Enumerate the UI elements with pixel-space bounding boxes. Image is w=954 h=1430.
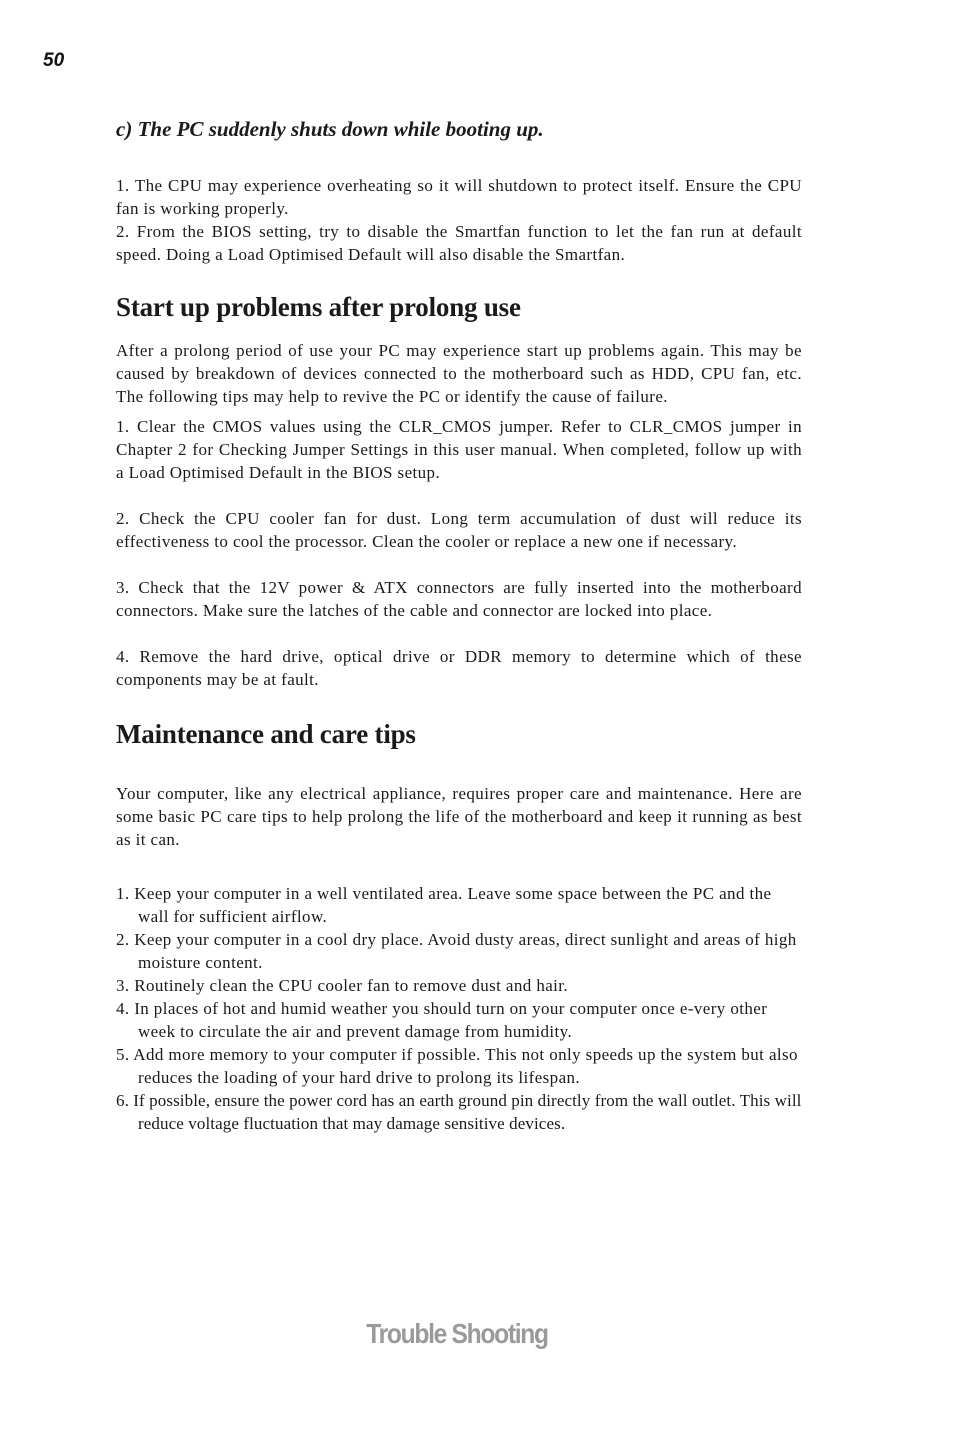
section-c-heading: c) The PC suddenly shuts down while booting up.	[116, 117, 544, 141]
startup-intro: After a prolong period of use your PC may experience start up problems again. This may be caused by breakdown of devices connected to the motherboard such as HDD, CPU fan, etc. The following tips may help to revive the PC or identify the cause of failure.	[116, 341, 802, 406]
page-content	[116, 114, 802, 1135]
maintenance-intro: Your computer, like any electrical appliance, requires proper care and maintenance. Here are some basic PC care tips to help prolong the life of the motherboard and keep it running as best as it can.	[116, 784, 802, 849]
list-item: 1. Keep your computer in a well ventilated area. Leave some space between the PC and the wall for sufficient airflow.	[116, 884, 772, 926]
startup-tip-3: 3. Check that the 12V power & ATX connectors are fully inserted into the motherboard connectors. Make sure the latches of the cable and connector are locked into place.	[116, 578, 802, 620]
startup-tip-4: 4. Remove the hard drive, optical drive or DDR memory to determine which of these components may be at fault.	[116, 647, 802, 689]
list-item: 3. Routinely clean the CPU cooler fan to remove dust and hair.	[116, 976, 569, 995]
list-item: 4. In places of hot and humid weather you should turn on your computer once e-very other week to circulate the air and prevent damage from humidity.	[116, 999, 768, 1041]
startup-heading: Start up problems after prolong use	[116, 292, 521, 322]
maintenance-heading: Maintenance and care tips	[116, 719, 416, 749]
list-item: 5. Add more memory to your computer if possible. This not only speeds up the system but also reduces the loading of your hard drive to prolong its lifespan.	[116, 1045, 798, 1087]
footer-title: Trouble Shooting	[366, 1318, 548, 1349]
section-c-paragraph-1: 1. The CPU may experience overheating so it will shutdown to protect itself. Ensure the CPU fan is working properly.	[116, 176, 802, 218]
maintenance-list	[116, 882, 802, 1135]
list-item: 2. Keep your computer in a cool dry place. Avoid dusty areas, direct sunlight and areas of high moisture content.	[116, 930, 797, 972]
page-number: 50	[43, 50, 65, 71]
startup-tip-1: 1. Clear the CMOS values using the CLR_CMOS jumper. Refer to CLR_CMOS jumper in Chapter 2 for Checking Jumper Settings in this user manual. When completed, follow up with a Load Optimised Default in the BIOS setup.	[116, 417, 802, 482]
list-item: 6. If possible, ensure the power cord has an earth ground pin directly from the wall outlet. This will reduce voltage fluctuation that may damage sensitive devices.	[116, 1091, 802, 1133]
section-c-paragraph-2: 2. From the BIOS setting, try to disable the Smartfan function to let the fan run at default speed. Doing a Load Optimised Default will also disable the Smartfan.	[116, 222, 802, 264]
startup-tip-2: 2. Check the CPU cooler fan for dust. Long term accumulation of dust will reduce its effectiveness to cool the processor. Clean the cooler or replace a new one if necessary.	[116, 509, 802, 551]
